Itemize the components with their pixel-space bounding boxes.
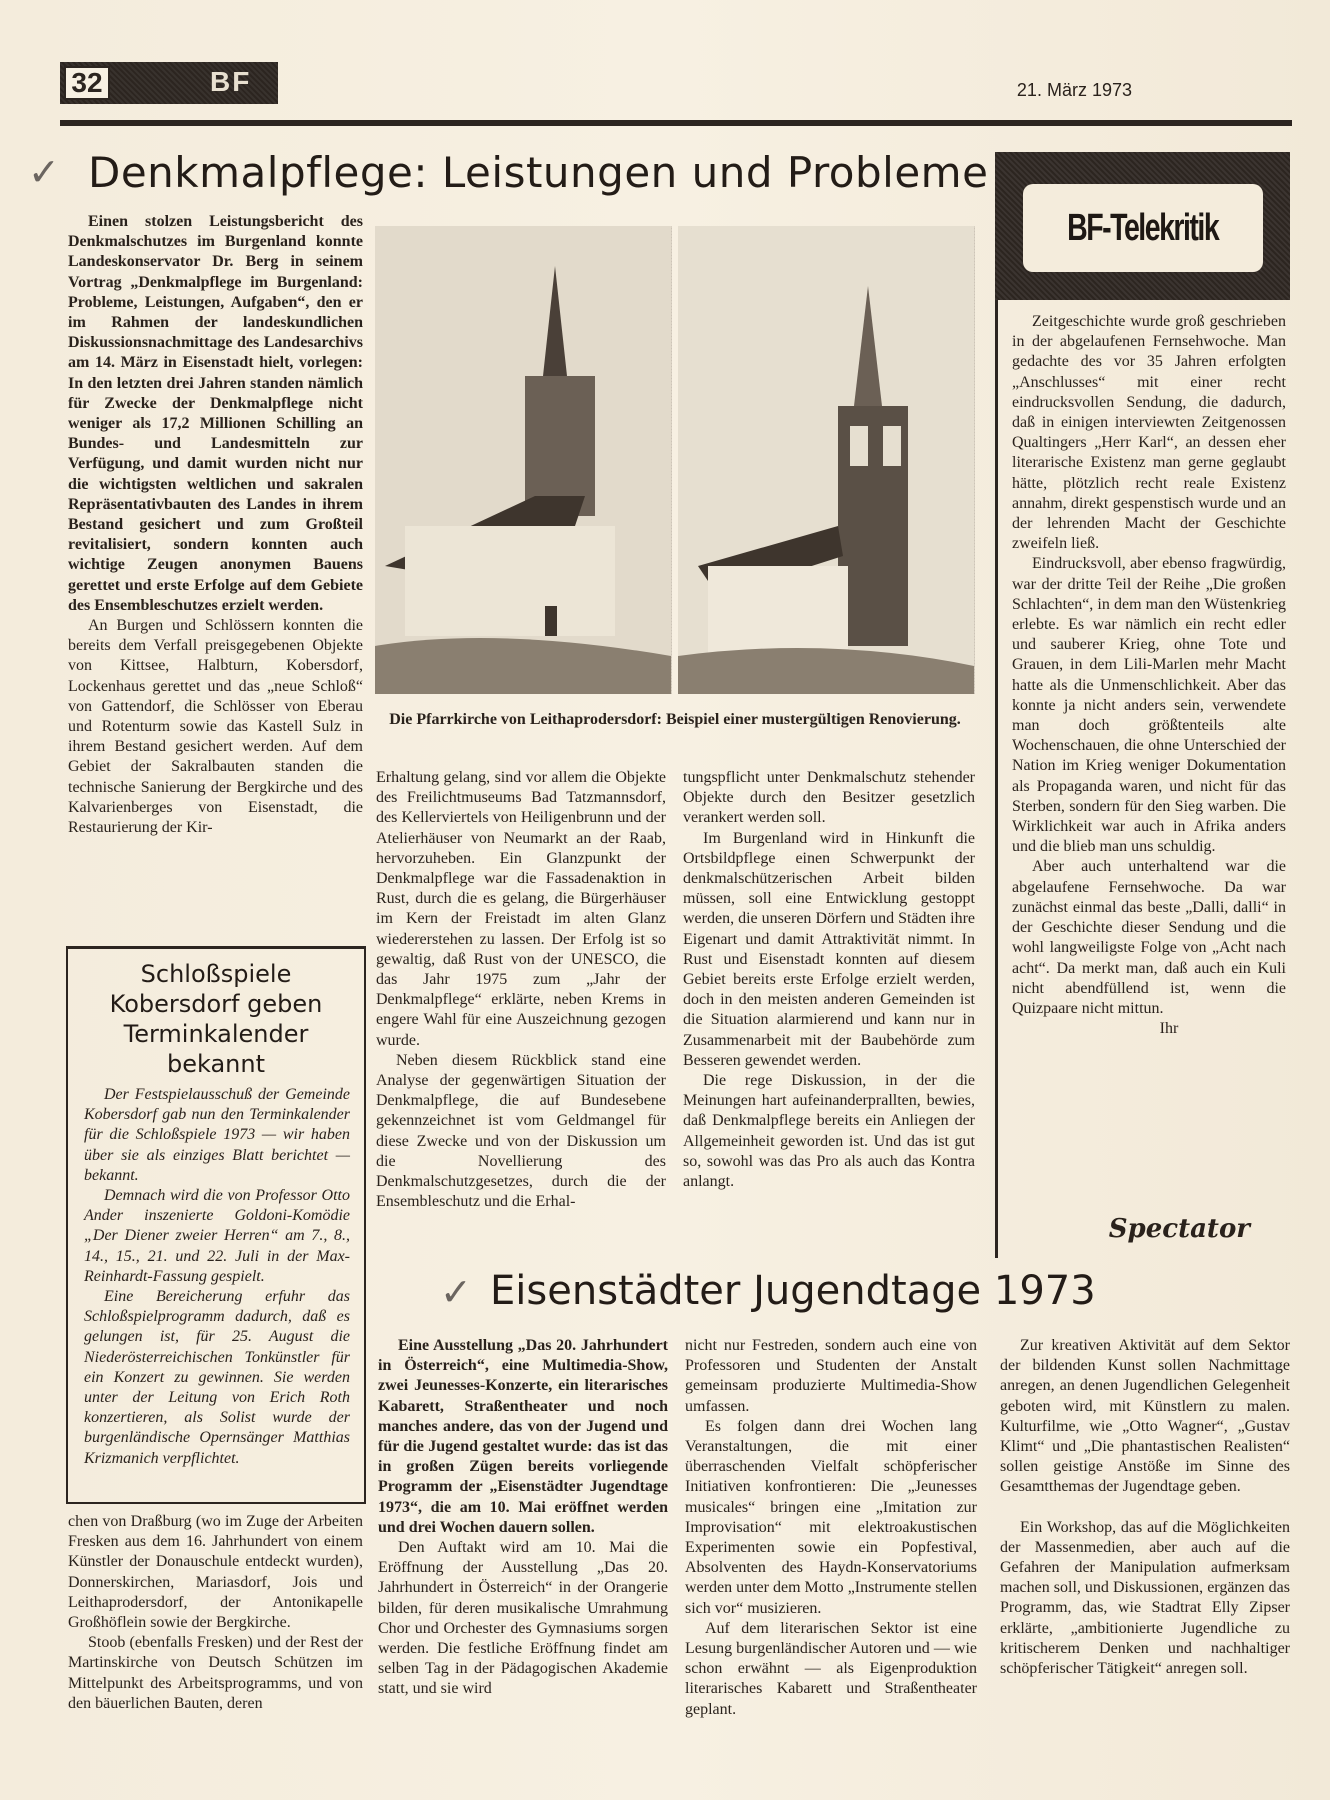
article2-paragraph: Ein Workshop, das auf die Möglichkeiten der Massenmedien, aber auch auf die Gefahren der Manipulation aufmerksam machen soll, und Diskussionen, ergänzen das Programm, das, wie Stadtrat Elly Zipser erklärte, „ambitionierte Jugendliche zu kritischerem Denken und nachhaltiger schöpferischer Tätigkeit“ anregen soll. (1000, 1518, 1290, 1678)
section-label: BF (210, 66, 252, 97)
telekritik-closing: Ihr (1159, 1020, 1179, 1038)
infobox-schlossspiele (66, 946, 366, 1504)
article2-headline: Eisenstädter Jugendtage 1973 (490, 1268, 1096, 1314)
infobox-body (84, 1085, 350, 1469)
article2-lead: Eine Ausstellung „Das 20. Jahrhundert in Österreich“, eine Multimedia-Show, zwei Jeunesses-Konzerte, ein literarisches Kabarett, Straßentheater und noch manches andere, das von der Jugend und für die Jugend gestaltet wurde: das ist das in großen Zügen bereits vorliegende Programm der „Eisenstädter Jugendtage 1973“, die am 10. Mai eröffnet werden und drei Wochen dauern sollen. (378, 1337, 668, 1536)
issue-date: 21. März 1973 (1016, 80, 1132, 100)
article1-paragraph: Stoob (ebenfalls Fresken) und der Rest der Martinskirche von Deutsch Schützen im Mittelpunkt des Arbeitsprogramms, und von den bäuerlichen Bauten, deren (68, 1634, 363, 1712)
article2-column-2 (685, 1336, 977, 1720)
article1-column-1 (68, 212, 363, 838)
article2-paragraph: Auf dem literarischen Sektor ist eine Lesung burgenländischer Autoren und — wie schon erwähnt — als Eigenproduktion literarisches Kabarett und Straßentheater geplant. (685, 1619, 977, 1718)
article1-paragraph: tungspflicht unter Denkmalschutz stehender Objekte durch den Besitzer gesetzlich verankert werden soll. (683, 769, 975, 827)
telekritik-header-box (995, 152, 1290, 300)
article2-paragraph: nicht nur Festreden, sondern auch eine von Professoren und Studenten der Anstalt gemeinsam produzierte Multimedia-Show umfassen. (685, 1337, 977, 1415)
telekritik-column (995, 300, 1290, 1258)
article1-paragraph: Neben diesem Rückblick stand eine Analyse der gegenwärtigen Situation der Denkmalpflege, die auf Bundesebene gekennzeichnet ist vom Geldmangel für diese Zwecke und von der Diskussion um die Novellierung des Denkmalschutzgesetzes, durch die der Ensembleschutz und die Erhal- (376, 1051, 666, 1211)
article2-paragraph: Den Auftakt wird am 10. Mai die Eröffnung der Ausstellung „Das 20. Jahrhundert in Österreich“ in der Orangerie bilden, für deren musikalische Umrahmung Chor und Orchester des Gymnasiums sorgen werden. Die festliche Eröffnung findet am selben Tag in der Pädagogischen Akademie statt, und sie wird (378, 1539, 668, 1698)
article1-column-2 (376, 768, 666, 1212)
article2-column-1 (378, 1336, 668, 1700)
infobox-paragraph: Demnach wird die von Professor Otto Ander inszenierte Goldoni-Komödie „Der Diener zweier Herren“ am 7., 8., 14., 15., 21. und 22. Juli in der Max-Reinhardt-Fassung gespielt. (84, 1187, 350, 1285)
church-photo-left (375, 226, 672, 694)
article1-paragraph: An Burgen und Schlössern konnten die bereits dem Verfall preisgegebenen Objekte von Kittsee, Halbturn, Kobersdorf, Lockenhaus gerettet und das „neue Schloß“ von Gattendorf, die Schlösser von Eberau und Rotenturm sowie das Kastell Sulz in ihrem Bestand gesichert werden. Auf dem Gebiet der Sakralbauten standen die technische Sanierung der Bergkirche und des Kalvarienberges von Eisenstadt, die Restaurierung der Kir- (68, 617, 363, 837)
church-photo (375, 226, 975, 694)
article1-column-1-continued (68, 1512, 363, 1714)
telekritik-title: BF-Telekritik (1067, 206, 1219, 249)
church-photo-right (678, 226, 975, 694)
telekritik-paragraph: Eindrucksvoll, aber ebenso fragwürdig, war der dritte Teil der Reihe „Die großen Schlachten“, in dem man den Wüstenkrieg erlebte. Es war nämlich ein recht edler und sauberer Krieg, ohne Tote und Grauen, in dem Lili-Marlen mehr Macht hatte als die Unmenschlichkeit. Aber das konnte ja nicht anders sein, verwendete man doch größtenteils alte Wochenschauen, die ohne Unterschied der Nation im Krieg weniger Dokumentation als Propaganda waren, und nicht für das Sterben, sondern für den Sieg warben. Die Wirklichkeit war auch in Afrika anders und die blieb man uns schuldig. (1012, 555, 1286, 856)
article1-paragraph: Im Burgenland wird in Hinkunft die Ortsbildpflege einen Schwerpunkt der denkmalschützerischen Arbeit bilden müssen, soll eine Entwicklung gestoppt werden, die unseren Dörfern und Städten ihre Eigenart und damit Attraktivität nimmt. In Rust und Eisenstadt konnten auf diesem Gebiet bereits erste Erfolge erzielt werden, doch in den meisten anderen Gemeinden ist die Situation alarmierend und kann nur in Zusammenarbeit mit der Baubehörde zum Besseren gewendet werden. (683, 829, 975, 1069)
telekritik-paragraph: Aber auch unterhaltend war die abgelaufene Fernsehwoche. Da war zunächst einmal das beste „Dalli, dalli“ in der Geschichte dieser Sendung und die wohl langweiligste Folge von „Acht nach acht“. Da merkt man, daß auch ein Kuli nicht abendfüllend ist, wenn die Quizpaare nicht mittun. (1012, 858, 1286, 1017)
church-illustration-icon (375, 226, 671, 694)
photo-caption: Die Pfarrkirche von Leithaprodersdorf: Beispiel einer mustergültigen Renovierung. (389, 711, 961, 728)
article1-lead: Einen stolzen Leistungsbericht des Denkmalschutzes im Burgenland konnte Landeskonservator Dr. Berg in seinem Vortrag „Denkmalpflege im Burgenland: Probleme, Leistungen, Aufgaben“, den er im Rahmen der landeskundlichen Diskussionsnachmittage des Landesarchivs am 14. März in Eisenstadt hielt, vorlegen: In den letzten drei Jahren standen nämlich für Zwecke der Denkmalpflege nicht weniger als 17,2 Millionen Schilling an Bundes- und Landesmitteln zur Verfügung, und damit wurden nicht nur die wichtigsten weltlichen und sakralen Repräsentativbauten des Landes in ihrem Bestand gesichert und zum Großteil revitalisiert, sondern konnten auch wichtige Zeugen anonymen Bauens gerettet und erste Erfolge auf dem Gebiete des Ensembleschutzes erzielt werden. (68, 213, 363, 614)
article2-paragraph: Es folgen dann drei Wochen lang Veranstaltungen, die mit einer überraschenden Vielfalt schöpferischer Initiativen konfrontieren: Die „Jeunesses musicales“ bringen eine „Imitation zur Improvisation“ mit elektroakustischen Experimenten sowie ein Popfestival, Absolventen des Haydn-Konservatoriums werden unter dem Motto „Instrumente stellen sich vor“ musizieren. (685, 1417, 977, 1617)
telekritik-paragraph: Zeitgeschichte wurde groß geschrieben in der abgelaufenen Fernsehwoche. Man gedachte des vor 35 Jahren erfolgten „Anschlusses“ mit einer recht eindrucksvollen Sendung, die dadurch, daß in einigen interviewten Zeitgenossen Qualtingers „Herr Karl“, an dessen eher literarische Existenz man gerne geglaubt hätte, plötzlich recht reale Existenz annahm, direkt gespenstisch wurde und an der lehrenden Macht der Geschichte zweifeln ließ. (1012, 313, 1286, 553)
author-signature: Spectator (1108, 1214, 1250, 1244)
article1-column-3 (683, 768, 975, 1192)
page-number: 32 (64, 66, 110, 100)
church-illustration-icon (678, 226, 974, 694)
header-rule (60, 120, 1292, 126)
article2-column-3 (1000, 1336, 1290, 1679)
page-header-block (60, 62, 278, 104)
checkmark-icon: ✓ (440, 1270, 472, 1314)
infobox-headline: Schloßspiele Kobersdorf geben Terminkalender bekannt (109, 960, 323, 1078)
infobox-paragraph: Der Festspielausschuß der Gemeinde Kobersdorf gab nun den Terminkalender für die Schloßspiele 1973 — wir haben über sie als einziges Blatt berichtet — bekannt. (84, 1086, 350, 1184)
telekritik-title-panel (1023, 184, 1263, 272)
checkmark-icon: ✓ (28, 150, 60, 194)
article1-headline: Denkmalpflege: Leistungen und Probleme (88, 148, 989, 197)
infobox-paragraph: Eine Bereicherung erfuhr das Schloßspielprogramm dadurch, daß es gelungen ist, für 25. August die Niederösterreichischen Tonkünstler für ein Konzert zu gewinnen. Sie werden unter der Leitung von Erich Roth konzertieren, als Solist wurde der burgenländische Opernsänger Matthias Krizmanich verpflichtet. (84, 1288, 350, 1467)
article1-paragraph: chen von Draßburg (wo im Zuge der Arbeiten Fresken aus dem 16. Jahrhundert von einem Künstler der Donauschule entdeckt wurden), Donnerskirchen, Mariasdorf, Jois und Leithaprodersdorf, der Antonikapelle Großhöflein sowie der Bergkirche. (68, 1513, 363, 1632)
telekritik-body (1012, 312, 1286, 1039)
article2-paragraph: Zur kreativen Aktivität auf dem Sektor der bildenden Kunst sollen Nachmittage anregen, an denen Jugendlichen Gelegenheit geboten wird, mit Künstlern zu malen. Kulturfilme, wie „Otto Wagner“, „Gustav Klimt“ und „Die phantastischen Realisten“ sollen geistige Anstöße im Sinne des Gesamtthemas der Jugendtage geben. (1000, 1337, 1290, 1496)
article1-paragraph: Die rege Diskussion, in der die Meinungen hart aufeinanderprallten, bewies, daß Denkmalpflege bereits ein Anliegen der Allgemeinheit geworden ist. Und das ist gut so, sowohl was das Pro als auch das Kontra anlangt. (683, 1072, 975, 1191)
article1-paragraph: Erhaltung gelang, sind vor allem die Objekte des Freilichtmuseums Bad Tatzmannsdorf, des Kellerviertels von Heiligenbrunn und der Atelierhäuser von Neumarkt an der Raab, hervorzuheben. Ein Glanzpunkt der Denkmalpflege war die Fassadenaktion in Rust, durch die es gelang, die Bürgerhäuser im Kern der Freistadt im alten Glanz wiedererstehen zu lassen. Der Erfolg ist so gewaltig, daß Rust von der UNESCO, die das Jahr 1975 zum „Jahr der Denkmalpflege“ erklärte, neben Krems in engere Wahl für eine Auszeichnung gezogen wurde. (376, 769, 666, 1049)
